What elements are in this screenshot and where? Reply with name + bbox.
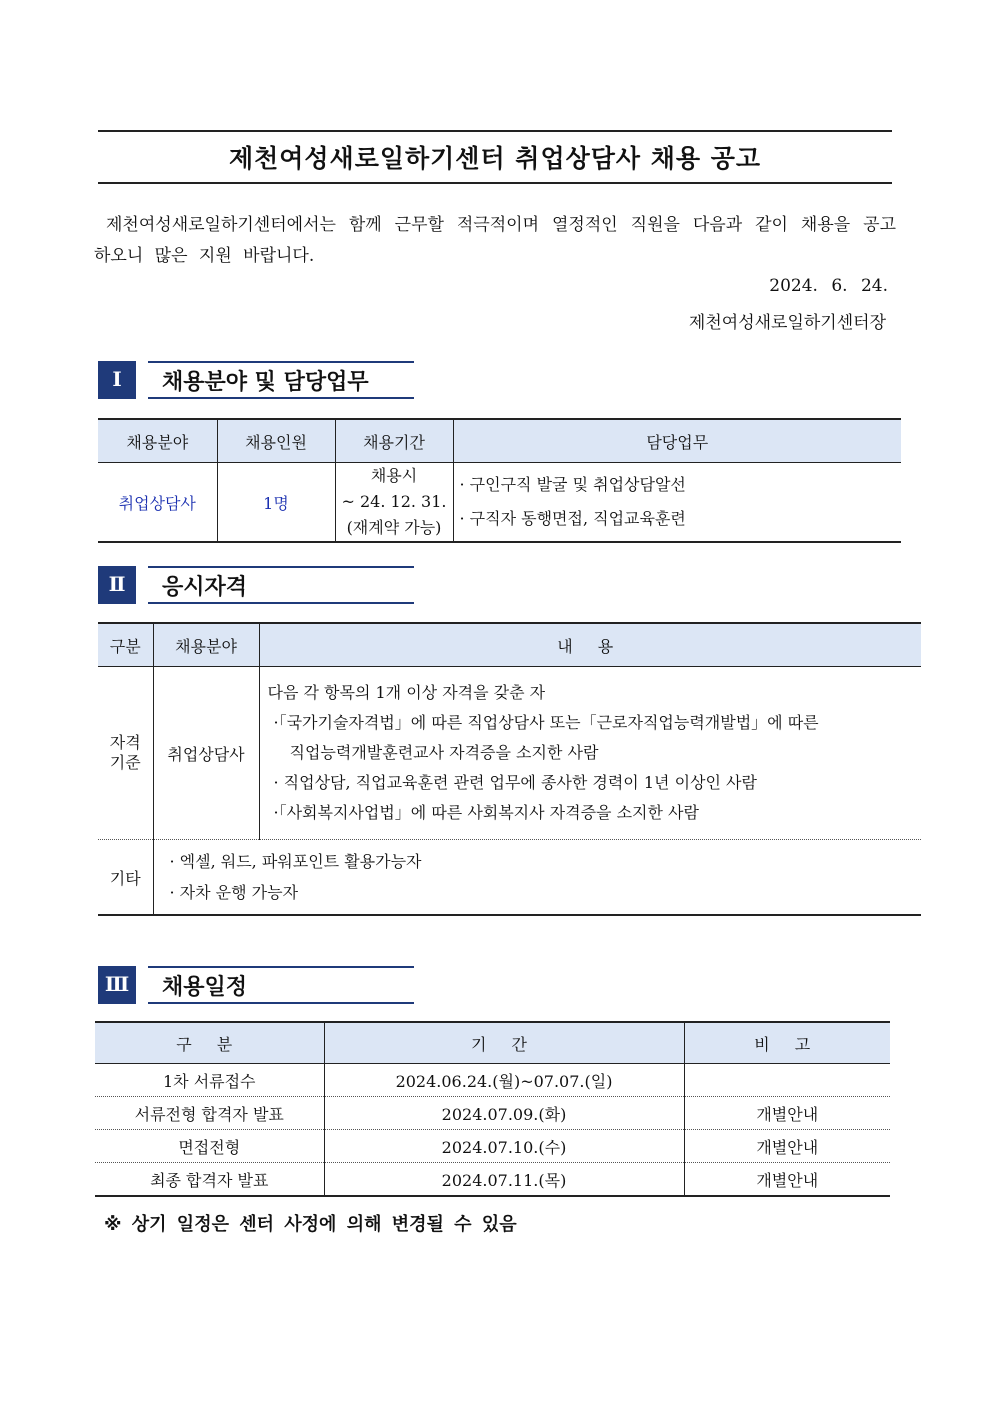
document-title-box [98,130,892,184]
field-value: 취업상담사 [118,493,196,513]
section-2-heading [98,566,414,604]
period-value [335,463,453,543]
recruitment-field-table [98,418,901,543]
section-3-number: Ⅲ [98,966,136,1004]
header-period: 기 간 [324,1022,684,1064]
section-2-number: Ⅱ [98,566,136,604]
content-line: · 자차 운행 가능자 [169,883,299,902]
table-row [98,840,921,916]
schedule-period: 2024.07.09.(화) [324,1097,684,1130]
duty-line: · 구인구직 발굴 및 취업상담알선 [459,475,686,494]
schedule-note: 개별안내 [684,1097,890,1130]
header-content: 내 용 [259,623,921,667]
table-row [95,1163,890,1197]
schedule-name: 서류전형 합격자 발표 [95,1097,324,1130]
content-line: ·「국가기술자격법」에 따른 직업상담사 또는「근로자직업능력개발법」에 따른 [273,713,819,732]
section-3-heading [98,966,414,1004]
content-line: ·「사회복지사업법」에 따른 사회복지사 자격증을 소지한 사람 [273,803,699,822]
category-value: 기타 [109,868,141,888]
intro-text: 제천여성새로일하기센터에서는 함께 근무할 적극적이며 열정적인 직원을 다음과 같이 채용을 공고하오니 많은 지원 바랍니다. [94,215,896,266]
content-line: 직업능력개발훈련교사 자격증을 소지한 사람 [289,743,599,762]
content-line: · 엑셀, 워드, 파워포인트 활용가능자 [169,852,422,871]
schedule-name: 1차 서류접수 [95,1064,324,1097]
table-row [98,463,901,543]
table-header-row [98,419,901,463]
content-line: 다음 각 항목의 1개 이상 자격을 갖춘 자 [267,683,546,702]
schedule-period: 2024.06.24.(월)~07.07.(일) [324,1064,684,1097]
schedule-name: 면접전형 [95,1130,324,1163]
content-value [259,667,921,840]
table-row [95,1064,890,1097]
section-1-title: 채용분야 및 담당업무 [148,361,414,399]
announcement-date: 2024. 6. 24. [769,276,888,296]
category-value: 자격 기준 [98,667,153,840]
count-value: 1명 [217,463,335,543]
section-2-title: 응시자격 [148,566,414,604]
header-duty: 담당업무 [453,419,901,463]
table-header-row [95,1022,890,1064]
footnote: ※ 상기 일정은 센터 사정에 의해 변경될 수 있음 [104,1214,517,1235]
field-value: 취업상담사 [153,667,259,840]
intro-paragraph [94,210,896,272]
qualification-table [98,622,921,916]
schedule-period: 2024.07.10.(수) [324,1130,684,1163]
table-row [95,1130,890,1163]
period-line: (재계약 가능) [346,518,442,537]
header-field: 채용분야 [153,623,259,667]
schedule-table [95,1021,890,1197]
header-field: 채용분야 [98,419,217,463]
content-value [153,840,921,916]
period-line: ~ 24. 12. 31. [341,492,447,511]
issuer-name: 제천여성새로일하기센터장 [688,313,886,333]
schedule-period: 2024.07.11.(목) [324,1163,684,1197]
schedule-note: 개별안내 [684,1163,890,1197]
table-row [98,667,921,840]
header-category: 구 분 [95,1022,324,1064]
content-line: · 직업상담, 직업교육훈련 관련 업무에 종사한 경력이 1년 이상인 사람 [273,773,757,792]
schedule-name: 최종 합격자 발표 [150,1170,269,1190]
header-note: 비 고 [684,1022,890,1064]
schedule-note [684,1064,890,1097]
document-title: 제천여성새로일하기센터 취업상담사 채용 공고 [228,144,762,173]
header-count: 채용인원 [217,419,335,463]
header-period: 채용기간 [335,419,453,463]
table-row [95,1097,890,1130]
duty-value [453,463,901,543]
section-3-title: 채용일정 [148,966,414,1004]
period-line: 채용시 [370,466,418,485]
header-category: 구분 [98,623,153,667]
section-1-number: Ⅰ [98,361,136,399]
section-1-heading [98,361,414,399]
schedule-note: 개별안내 [684,1130,890,1163]
table-header-row [98,623,921,667]
duty-line: · 구직자 동행면접, 직업교육훈련 [459,509,686,528]
